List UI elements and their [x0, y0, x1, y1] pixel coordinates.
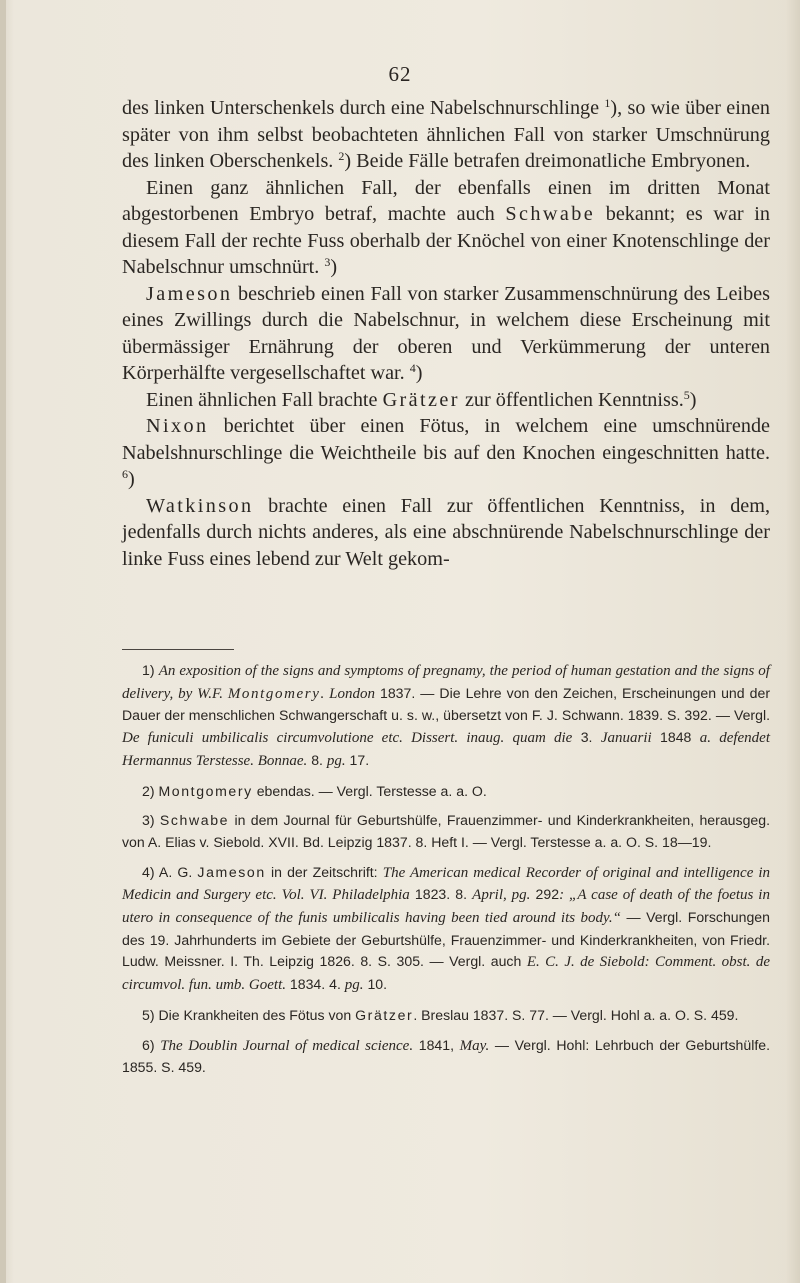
footnotes — [122, 660, 770, 1087]
paragraph-6: Watkinson brachte einen Fall zur öffentlichen Kenntniss, in dem, jedenfalls durch nichts anderes, als eine abschnürende Nabelschnurschlinge der linke Fuss eines lebend zur Welt gekom- — [122, 494, 770, 570]
author-name: Jameson — [146, 282, 233, 305]
footnote-4: 4) A. G. Jameson in der Zeitschrift: The American medical Recorder of original and intelligence in Medicin and Surgery etc. Vol. VI. Philadelphia 1823. 8. April, pg. 292: „A case of death of the foetus in utero in consequence of the funis umbilicalis having been tied around its body.“ — Vergl. Forschungen des 19. Jahrhunderts im Gebiete der Geburtshülfe, Frauenzimmer- und Kinderkrankheiten, von Friedr. Ludw. Meissner. I. Th. Leipzig 1826. 8. S. 305. — Vergl. auch E. C. J. de Siebold: Comment. obst. de circumvol. fun. umb. Goett. 1834. 4. pg. 10. — [122, 863, 771, 994]
footnote-ref: 2 — [338, 149, 345, 163]
footnote-ref: 6 — [122, 467, 128, 481]
paragraph-2: Einen ganz ähnlichen Fall, der ebenfalls einen im dritten Monat abgestorbenen Embryo betraf, machte auch Schwabe bekannt; es war in diesem Fall der rechte Fuss oberhalb der Knöchel von einer Knotenschlinge der Nabelschnur umschnürt. $^3$) — [122, 176, 770, 278]
footnote-3: 3) Schwabe in dem Journal für Geburtshülfe, Frauenzimmer- und Kinderkrankheiten, herausgeg. von A. Elias v. Siebold. XVII. Bd. Leipzig 1837. 8. Heft I. — Vergl. Terstesse a. a. O. S. 18—19. — [122, 812, 770, 850]
page-edge — [786, 0, 800, 1283]
footnote-2: 2) Montgomery ebendas. — Vergl. Terstesse a. a. O. — [142, 782, 487, 799]
page-number: 62 — [388, 62, 412, 86]
footnote-1: 1) An exposition of the signs and symptoms of pregnamy, the period of human gestation and the signs of delivery, by W.F. Montgomery. London 1837. — Die Lehre von den Zeichen, Erscheinungen und der Dauer der menschlichen Schwangerschaft u. s. w., übersetzt von F. J. Schwann. 1839. S. 392. — Vergl. De funiculi umbilicalis circumvolutione etc. Dissert. inaug. quam die 3. Januarii 1848 a. defendet Hermannus Terstesse. Bonnae. 8. pg. 17. — [122, 662, 771, 769]
paragraph-5: Nixon berichtet über einen Fötus, in welchem eine umschnürende Nabelshnurschlinge die Weichtheile bis auf den Knochen eingeschnitten hatte. $^6$) — [122, 415, 770, 490]
footnote-5: 5) Die Krankheiten des Fötus von Grätzer. Breslau 1837. S. 77. — Vergl. Hohl a. a. O. S. 459. — [142, 1006, 739, 1023]
author-name: Schwabe — [505, 203, 596, 225]
author-name: Watkinson — [146, 494, 254, 517]
footnote-divider — [122, 649, 234, 650]
paragraph-3: Jameson beschrieb einen Fall von starker Zusammenschnürung des Leibes eines Zwillings durch die Nabelschnur, in welchem diese Erscheinung mit übermässiger Ernährung der oberen und Verkümmerung der unteren Körperhälfte vergesellschaftet war. $^4$) — [122, 282, 770, 384]
main-text — [122, 95, 770, 572]
paragraph-4: Einen ähnlichen Fall brachte Grätzer zur öffentlichen Kenntniss.$^5$) — [146, 387, 697, 411]
footnote-6: 6) The Doublin Journal of medical science. 1841, May. — Vergl. Hohl: Lehrbuch der Geburtshülfe. 1855. S. 459. — [122, 1036, 771, 1076]
footnote-ref: 3 — [324, 255, 331, 269]
paragraph-1: des linken Unterschenkels durch eine Nabelschnurschlinge $^1$), so wie über einen später von ihm selbst beobachteten ähnlichen Fall von starker Umschnürung des linken Oberschenkels. $^2$) Beide Fälle betrafen dreimonatliche Embryonen. — [122, 96, 770, 172]
author-name: Grätzer — [382, 388, 460, 411]
footnote-ref: 5 — [683, 387, 690, 402]
page-binding-shadow — [0, 0, 6, 1283]
author-name: Nixon — [146, 415, 209, 437]
footnote-ref: 1 — [604, 96, 611, 110]
footnote-ref: 4 — [409, 361, 416, 375]
